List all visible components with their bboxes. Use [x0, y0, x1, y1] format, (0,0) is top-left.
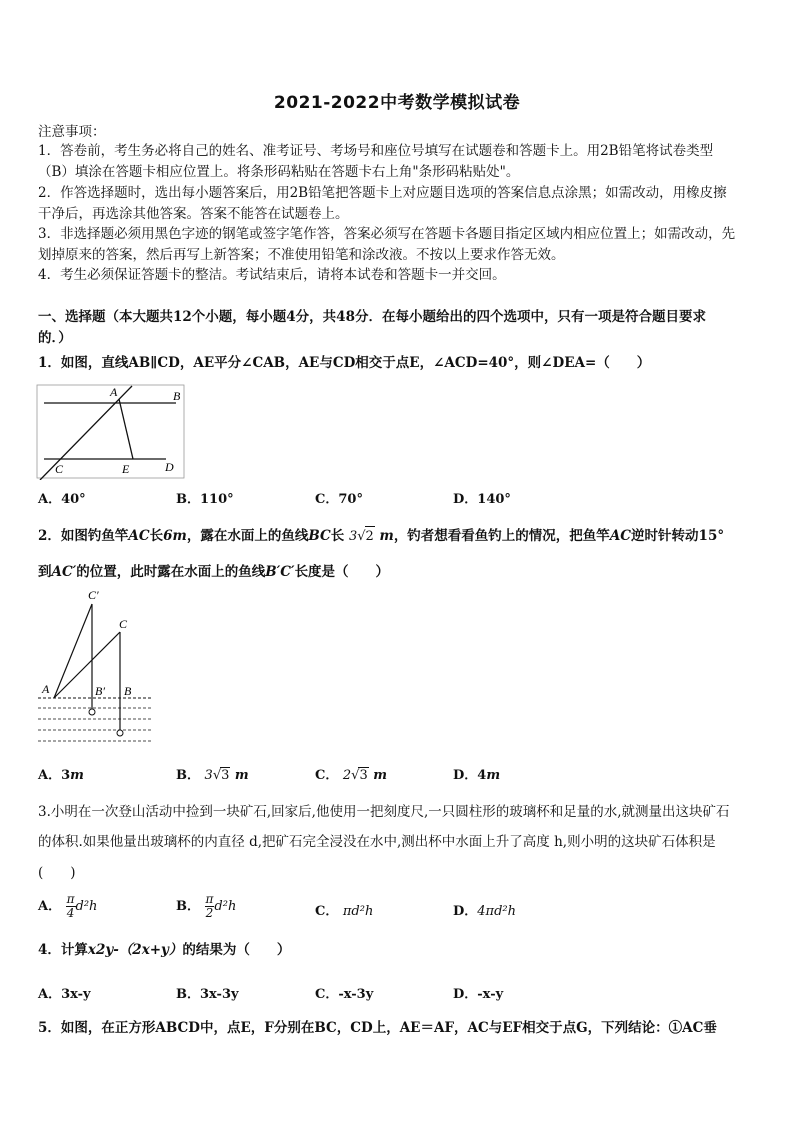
- question-3-stem: 3.小明在一次登山活动中捡到一块矿石,回家后,他使用一把刻度尺,一只圆柱形的玻璃杯和足量的水,就测量出这块矿石: [38, 804, 730, 820]
- question-4-option-d: D．-x-y: [453, 987, 504, 1002]
- label-b: B: [173, 389, 181, 403]
- question-1-option-c: C．70°: [315, 492, 363, 507]
- notes-line: 4．考生必须保证答题卡的整洁。考试结束后，请将本试卷和答题卡一并交回。: [38, 267, 506, 283]
- notes-line: 2．作答选择题时，选出每小题答案后，用2B铅笔把答题卡上对应题目选项的答案信息点涂黑；如需改动，用橡皮擦: [38, 185, 727, 201]
- question-3-option-a: A． $\frac{\pi}{4}$ d²h: [38, 892, 98, 920]
- label-a: A: [42, 682, 50, 696]
- label-e: E: [122, 462, 130, 476]
- notes-line: 3．非选择题必须用黑色字迹的钢笔或签字笔作答，答案必须写在答题卡各题目指定区域内相应位置上；如需改动，先: [38, 226, 736, 242]
- question-3-option-b: B． $\frac{\pi}{2}$ d²h: [176, 892, 237, 920]
- notes-line: 划掉原来的答案，然后再写上新答案；不准使用铅笔和涂改液。不按以上要求作答无效。: [38, 247, 565, 263]
- question-1-option-d: D．140°: [453, 492, 511, 507]
- rod-ac: [54, 632, 120, 698]
- question-2-stem-line2: 到AC′的位置，此时露在水面上的鱼线B′C′长度是（ ）: [38, 564, 390, 580]
- question-2-option-c: C． 2√3 m: [315, 768, 388, 783]
- question-2-option-b: B． 3√3 m: [176, 768, 249, 783]
- page-title: 2021-2022中考数学模拟试卷: [273, 93, 521, 113]
- hook-b-prime: [89, 709, 95, 715]
- label-d: D: [165, 460, 174, 474]
- question-5-stem: 5．如图，在正方形ABCD中，点E，F分别在BC，CD上，AE＝AF，AC与EF相交于点G，下列结论：①AC垂: [38, 1020, 717, 1036]
- question-2-option-a: A．3m: [38, 768, 84, 783]
- label-c: C: [119, 617, 128, 631]
- notes-line: 干净后，再选涂其他答案。答案不能答在试题卷上。: [38, 206, 349, 222]
- question-3-option-d: D．4πd²h: [453, 904, 517, 919]
- question-2-stem: 2．如图钓鱼竿AC长6m，露在水面上的鱼线BC长 3√2 m，钓者想看看鱼钓上的情况，把鱼竿AC逆时针转动15°: [38, 526, 760, 547]
- question-4-stem: 4．计算x2y-（2x+y）的结果为（ ）: [38, 942, 291, 958]
- rod-ac-prime: [54, 604, 92, 698]
- notes-line: 1．答卷前，考生务必将自己的姓名、准考证号、考场号和座位号填写在试题卷和答题卡上。用2B铅笔将试卷类型: [38, 143, 714, 159]
- question-1-option-b: B．110°: [176, 492, 234, 507]
- section-heading: 一、选择题（本大题共12个小题，每小题4分，共48分．在每小题给出的四个选项中，只有一项是符合题目要求: [38, 309, 706, 325]
- question-1-figure: [36, 384, 186, 480]
- label-c-prime: C′: [88, 588, 99, 602]
- question-4-option-b: B．3x-3y: [176, 987, 239, 1002]
- question-3-option-c: C． πd²h: [315, 904, 374, 919]
- question-1-stem: 1．如图，直线AB∥CD，AE平分∠CAB，AE与CD相交于点E，∠ACD=40°，则∠DEA=（ ）: [38, 355, 651, 371]
- question-1-option-a: A．40°: [38, 492, 86, 507]
- question-4-option-a: A．3x-y: [38, 987, 91, 1002]
- notes-line: （B）填涂在答题卡相应位置上。将条形码粘贴在答题卡右上角"条形码粘贴处"。: [38, 164, 520, 180]
- question-3-stem-line3: ( ): [38, 865, 76, 881]
- notes-heading: 注意事项：: [38, 124, 106, 140]
- label-c: C: [55, 462, 64, 476]
- label-a: A: [110, 385, 118, 399]
- line-ac: [40, 386, 132, 480]
- question-2-figure: [36, 588, 156, 748]
- label-b-prime: B′: [95, 684, 105, 698]
- question-2-option-d: D．4m: [453, 768, 501, 783]
- question-3-stem-line2: 的体积.如果他量出玻璃杯的内直径 d,把矿石完全浸没在水中,测出杯中水面上升了高度 h,则小明的这块矿石体积是: [38, 834, 716, 850]
- segment-ae: [119, 399, 133, 459]
- question-4-option-c: C．-x-3y: [315, 987, 374, 1002]
- section-heading-cont: 的．）: [38, 330, 72, 346]
- label-b: B: [124, 684, 132, 698]
- hook-b: [117, 730, 123, 736]
